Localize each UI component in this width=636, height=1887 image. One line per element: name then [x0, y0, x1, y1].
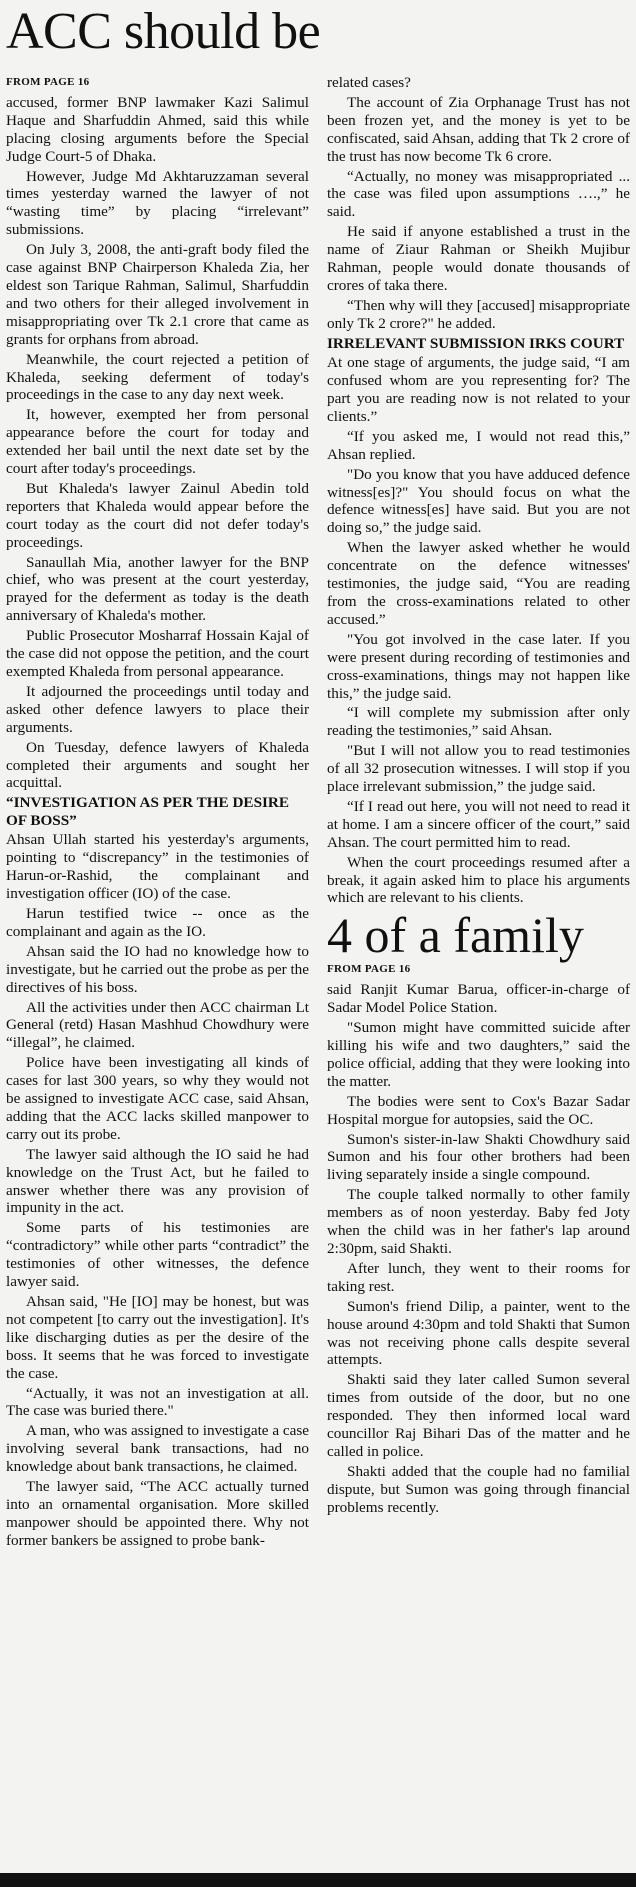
paragraph: Sumon's friend Dilip, a painter, went to the house around 4:30pm and told Shakti that Sumon was not receiving phone calls despite several attempts. — [327, 1297, 630, 1369]
paragraph: "Sumon might have committed suicide after killing his wife and two daughters,” said the police official, adding that they were looking into the matter. — [327, 1019, 630, 1090]
paragraph: said Ranjit Kumar Barua, officer-in-charge of Sadar Model Police Station. — [327, 981, 630, 1017]
paragraph: Sanaullah Mia, another lawyer for the BNP chief, who was present at the court yesterday, prayed for the deferment as today is the death anniversary of Khaleda's mother. — [6, 553, 309, 625]
paragraph: accused, former BNP lawmaker Kazi Salimul Haque and Sharfuddin Ahmed, said this while placing closing arguments before the Special Judge Court-5 of Dhaka. — [6, 93, 309, 165]
byline-from-page: FROM PAGE 16 — [6, 76, 90, 88]
paragraph: Public Prosecutor Mosharraf Hossain Kajal of the case did not oppose the petition, and the court exempted Khaleda from personal appearance. — [6, 627, 309, 680]
paragraph: “I will complete my submission after only reading the testimonies,” said Ahsan. — [327, 704, 630, 740]
paragraph: “Then why will they [accused] misappropriate only Tk 2 crore?" he added. — [327, 296, 630, 332]
paragraph: “If you asked me, I would not read this,” Ahsan replied. — [327, 427, 630, 463]
bottom-scan-edge — [0, 1873, 636, 1887]
paragraph: Shakti said they later called Sumon several times from outside of the door, but no one responded. They then informed local ward councillor Raj Bihari Das of the matter and he called in police. — [327, 1371, 630, 1460]
paragraph: On Tuesday, defence lawyers of Khaleda completed their arguments and sought her acquittal. — [6, 738, 309, 792]
paragraph: related cases? — [327, 74, 411, 91]
paragraph: On July 3, 2008, the anti-graft body filed the case against BNP Chairperson Khaleda Zia, her eldest son Tarique Rahman, Salimul, Sharfuddin and two others for their alleged involvement in misappropriating over Tk 2.1 crore that came as grants for orphans from abroad. — [6, 241, 309, 348]
paragraph: But Khaleda's lawyer Zainul Abedin told reporters that Khaleda would appear before the court today as the court did not defer today's proceedings. — [6, 479, 309, 551]
paragraph: The lawyer said, “The ACC actually turned into an ornamental organisation. More skilled manpower should be appointed there. Why not former bankers be assigned to probe bank- — [6, 1478, 309, 1549]
paragraph: “If I read out here, you will not need to read it at home. I am a sincere officer of the court,” said Ahsan. The court permitted him to read. — [327, 797, 630, 851]
left-column — [6, 74, 309, 1552]
paragraph: Ahsan Ullah started his yesterday's arguments, pointing to “discrepancy” in the testimonies of Harun-or-Rashid, the complainant and investigation officer (IO) of the case. — [6, 831, 309, 903]
paragraph: It, however, exempted her from personal appearance before the court for today and extended her bail until the next date set by the court after today's proceedings. — [6, 406, 309, 478]
paragraph: "But I will not allow you to read testimonies of all 32 prosecution witnesses. I will stop if you place irrelevant submission,” the judge said. — [327, 742, 630, 796]
paragraph: However, Judge Md Akhtaruzzaman several times yesterday warned the lawyer of not “wasting time” by placing “irrelevant” submissions. — [6, 167, 309, 239]
paragraph: All the activities under then ACC chairman Lt General (retd) Hasan Mashhud Chowdhury were “illegal”, he claimed. — [6, 998, 309, 1052]
paragraph: Some parts of his testimonies are “contradictory” while other parts “contradict” the testimonies of other witnesses, the defence lawyer said. — [6, 1219, 309, 1291]
paragraph: Shakti added that the couple had no familial dispute, but Sumon was going through financial problems recently. — [327, 1462, 630, 1516]
paragraph: "You got involved in the case later. If you were present during recording of testimonies and cross-examinations, things may not happen like this,” the judge said. — [327, 630, 630, 702]
paragraph: “Actually, no money was misappropriated ... the case was filed upon assumptions ….,” he said. — [327, 167, 630, 221]
paragraph: Meanwhile, the court rejected a petition of Khaleda, seeking deferment of today's proceedings in the case to any day next week. — [6, 350, 309, 404]
paragraph: It adjourned the proceedings until today and asked other defence lawyers to place their arguments. — [6, 682, 309, 736]
paragraph: “Actually, it was not an investigation at all. The case was buried there." — [6, 1384, 309, 1420]
paragraph: Ahsan said, "He [IO] may be honest, but was not competent [to carry out the investigation]. It's like discharging duties as per the desire of the boss. It seems that he was forced to investigate the case. — [6, 1293, 309, 1382]
section-heading-irrelevant: IRRELEVANT SUBMISSION IRKS COURT — [327, 334, 625, 352]
paragraph: "Do you know that you have adduced defence witness[es]?" You should focus on what the defence witness[es] have said. But you are not doing so,” the judge said. — [327, 465, 630, 537]
paragraph: Harun testified twice -- once as the complainant and again as the IO. — [6, 904, 309, 940]
paragraph: The couple talked normally to other family members as of noon yesterday. Baby fed Joty when the child was in her father's lap around 2:30pm, said Shakti. — [327, 1186, 630, 1257]
section-heading-investigation: “INVESTIGATION AS PER THE DESIRE OF BOSS” — [6, 794, 290, 829]
paragraph: Sumon's sister-in-law Shakti Chowdhury said Sumon and his four other brothers had been living separately inside a single compound. — [327, 1130, 630, 1184]
paragraph: When the court proceedings resumed after a break, it again asked him to place his arguments which are relevant to his clients. — [327, 853, 630, 907]
paragraph: Police have been investigating all kinds of cases for last 300 years, so why they would not be assigned to investigate ACC case, said Ahsan, adding that the ACC lacks skilled manpower to carry out its probe. — [6, 1054, 309, 1143]
headline-4-of-a-family: 4 of a family — [327, 907, 584, 964]
byline-from-page: FROM PAGE 16 — [327, 963, 411, 976]
headline-acc: ACC should be — [6, 3, 321, 60]
paragraph: The bodies were sent to Cox's Bazar Sadar Hospital morgue for autopsies, said the OC. — [327, 1092, 630, 1128]
paragraph: After lunch, they went to their rooms for taking rest. — [327, 1259, 630, 1295]
paragraph: At one stage of arguments, the judge said, “I am confused whom are you representing for? The part you are reading now is not related to your clients.” — [327, 354, 630, 425]
paragraph: He said if anyone established a trust in the name of Ziaur Rahman or Sheikh Mujibur Rahman, people would donate thousands of crores of taka there. — [327, 223, 630, 294]
paragraph: The lawyer said although the IO said he had knowledge on the Trust Act, but he failed to answer whether there was any provision of impunity in the act. — [6, 1145, 309, 1217]
right-column — [327, 74, 630, 1519]
paragraph: The account of Zia Orphanage Trust has not been frozen yet, and the money is yet to be confiscated, said Ahsan, adding that Tk 2 crore of the trust has now become Tk 6 crore. — [327, 93, 630, 165]
paragraph: When the lawyer asked whether he would concentrate on the defence witnesses' testimonies, the judge said, “You are reading from the cross-examinations related to other accused.” — [327, 539, 630, 628]
paragraph: Ahsan said the IO had no knowledge how to investigate, but he carried out the probe as per the directives of his boss. — [6, 942, 309, 996]
paragraph: A man, who was assigned to investigate a case involving several bank transactions, had no knowledge about bank transactions, he claimed. — [6, 1422, 310, 1476]
